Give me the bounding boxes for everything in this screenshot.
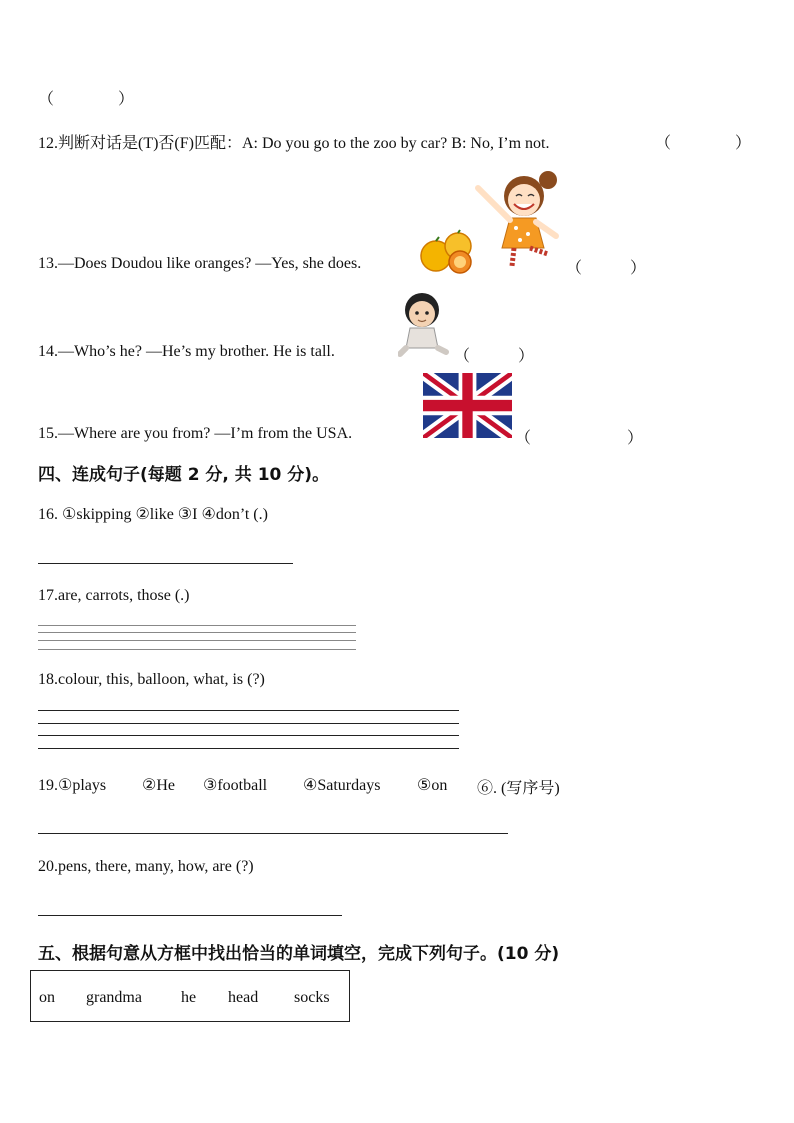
answer-line-16[interactable]: [38, 563, 293, 564]
question-17: 17.are, carrots, those (.): [38, 587, 190, 604]
word-bank-item: on: [39, 989, 55, 1006]
boy-sitting-image: [398, 290, 450, 358]
word-bank-item: socks: [294, 989, 330, 1006]
answer-line-19[interactable]: [38, 833, 508, 834]
answer-line-18d[interactable]: [38, 748, 459, 749]
answer-line-17c[interactable]: [38, 640, 356, 641]
section-5-title: 五、根据句意从方框中找出恰当的单词填空，完成下列句子。(10 分): [38, 944, 560, 964]
question-20: 20.pens, there, many, how, are (?): [38, 858, 254, 875]
word-bank-box: [30, 970, 350, 1022]
question-12: 12.判断对话是(T)否(F)匹配：A: Do you go to the zoo by car? B: No, I’m not.: [38, 135, 550, 152]
question-19-item-1: 19.①plays: [38, 777, 107, 794]
answer-paren-13[interactable]: （ ）: [566, 260, 647, 277]
word-bank-item: head: [228, 989, 259, 1006]
question-16: 16. ①skipping ②like ③I ④don’t (.): [38, 506, 268, 523]
answer-line-18b[interactable]: [38, 723, 459, 724]
answer-line-18a[interactable]: [38, 710, 459, 711]
answer-paren-14[interactable]: （ ）: [454, 348, 535, 365]
question-19-item-6: ⑥. (写序号): [477, 780, 560, 797]
oranges-image: [420, 228, 478, 274]
answer-paren-15[interactable]: （ ）: [515, 430, 644, 447]
union-jack-flag-image: [423, 373, 512, 438]
question-14: 14.—Who’s he? —He’s my brother. He is tall.: [38, 343, 335, 360]
girl-dancing-image: [472, 166, 564, 270]
question-19-item-2: ②He: [142, 777, 175, 794]
question-18: 18.colour, this, balloon, what, is (?): [38, 671, 265, 688]
answer-line-17a[interactable]: [38, 625, 356, 626]
question-19-item-4: ④Saturdays: [303, 777, 381, 794]
answer-paren[interactable]: （ ）: [38, 91, 135, 108]
question-15: 15.—Where are you from? —I’m from the USA.: [38, 425, 353, 442]
answer-line-20[interactable]: [38, 915, 342, 916]
word-bank-item: grandma: [86, 989, 142, 1006]
answer-paren-12[interactable]: （ ）: [655, 135, 752, 152]
answer-line-18c[interactable]: [38, 735, 459, 736]
word-bank-item: he: [181, 989, 197, 1006]
section-4-title: 四、连成句子(每题 2 分, 共 10 分)。: [38, 465, 330, 485]
question-19-item-5: ⑤on: [417, 777, 448, 794]
question-13: 13.—Does Doudou like oranges? —Yes, she does.: [38, 255, 362, 272]
answer-line-17b[interactable]: [38, 632, 356, 633]
question-19-item-3: ③football: [203, 777, 268, 794]
answer-line-17d[interactable]: [38, 649, 356, 650]
